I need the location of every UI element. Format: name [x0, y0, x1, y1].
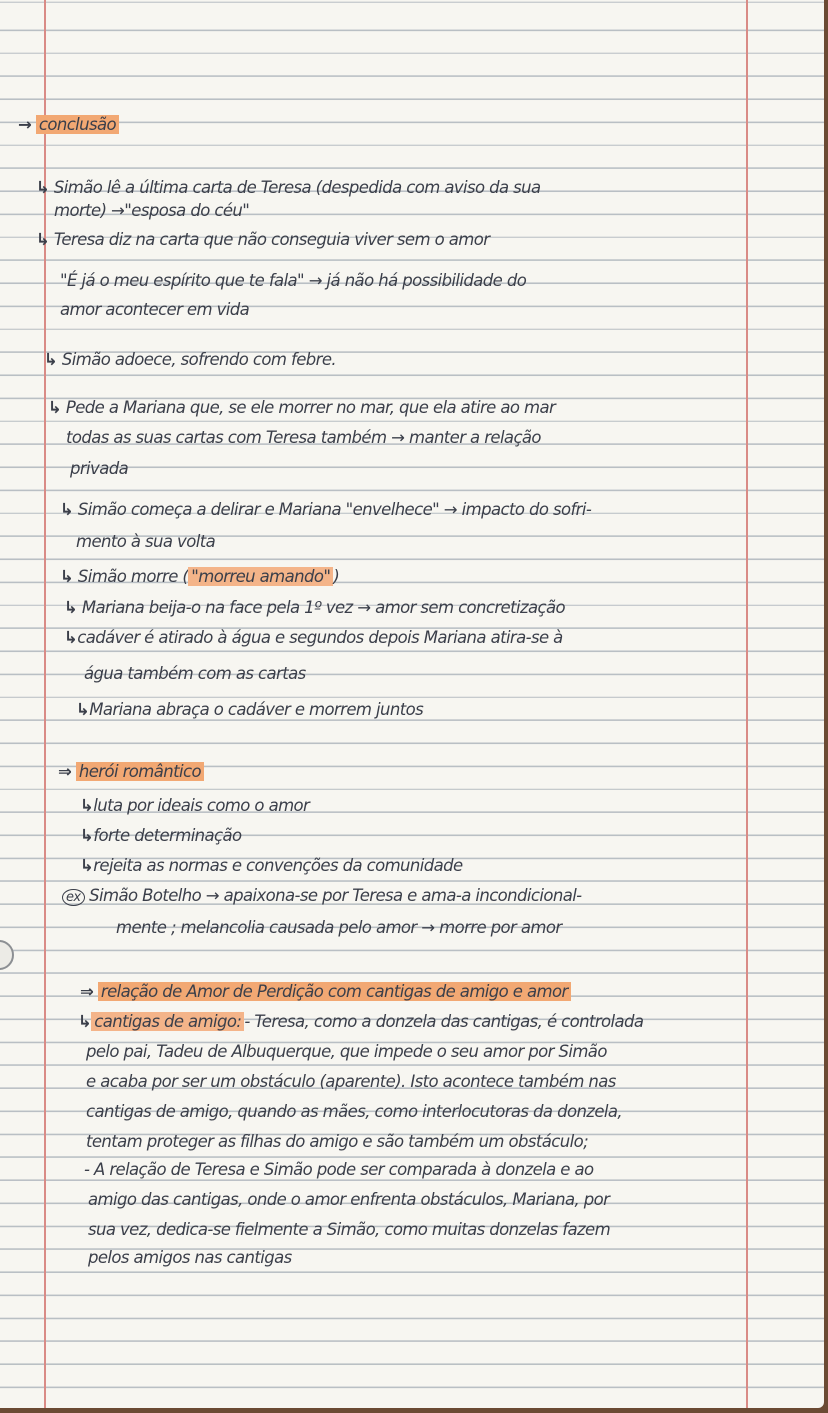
note-text: luta por ideais como o amor [93, 796, 310, 815]
note-text: mento à sua volta [76, 532, 216, 551]
note-text: sua vez, dedica-se fielmente a Simão, como muitas donzelas fazem [88, 1220, 611, 1239]
arrow-icon: ↳ [36, 178, 50, 197]
conclusion-heading: conclusão [36, 115, 119, 134]
relation-heading: relação de Amor de Perdição com cantigas de amigo e amor [98, 982, 571, 1001]
arrow-icon: ↳ [64, 598, 78, 617]
note-text: Mariana abraça o cadáver e morrem juntos [89, 700, 424, 719]
note-line [88, 1190, 609, 1209]
arrow-icon: → [18, 115, 32, 134]
note-line [36, 178, 541, 197]
note-text: pelos amigos nas cantigas [88, 1248, 292, 1267]
example-label: ex [62, 889, 85, 906]
note-text: ) [333, 567, 340, 586]
note-text: forte determinação [93, 826, 242, 845]
note-text: amigo das cantigas, onde o amor enfrenta obstáculos, Mariana, por [88, 1190, 610, 1209]
note-line [54, 201, 249, 220]
note-line [36, 230, 489, 249]
note-text: Simão adoece, sofrendo com febre. [61, 350, 337, 369]
note-line [86, 1042, 607, 1061]
note-line [78, 1012, 643, 1031]
note-line [84, 1160, 594, 1179]
arrow-icon: ↳ [36, 230, 50, 249]
note-text: "É já o meu espírito que te fala" → já não há possibilidade do [60, 271, 527, 290]
double-arrow-icon: ⇒ [58, 762, 72, 781]
note-text: Mariana beija-o na face pela 1º vez → amor sem concretização [81, 598, 566, 617]
note-text: - Teresa, como a donzela das cantigas, é controlada [244, 1012, 644, 1031]
note-line [80, 796, 309, 815]
note-line [80, 826, 242, 845]
note-text: rejeita as normas e convenções da comunidade [93, 856, 463, 875]
note-text: amor acontecer em vida [60, 300, 250, 319]
note-text: Simão morre ( [77, 567, 189, 586]
note-line [62, 886, 582, 905]
note-line [64, 628, 563, 647]
note-line [86, 1072, 616, 1091]
note-line [66, 428, 541, 447]
highlighted-quote: "morreu amando" [188, 567, 333, 586]
hero-heading-row [58, 762, 204, 781]
note-text: - A relação de Teresa e Simão pode ser comparada à donzela e ao [84, 1160, 594, 1179]
arrow-icon: ↳ [80, 796, 94, 815]
arrow-icon: ↳ [60, 567, 74, 586]
arrow-icon: ↳ [80, 856, 94, 875]
note-text: tentam proteger as filhas do amigo e são também um obstáculo; [86, 1132, 589, 1151]
note-line [116, 918, 562, 937]
double-arrow-icon: ⇒ [80, 982, 94, 1001]
note-text: todas as suas cartas com Teresa também → manter a relação [66, 428, 541, 447]
relation-subheading: cantigas de amigo: [91, 1012, 244, 1031]
note-line [60, 500, 591, 519]
note-line [86, 1132, 588, 1151]
arrow-icon: ↳ [44, 350, 58, 369]
note-text: água também com as cartas [84, 664, 306, 683]
note-line [64, 598, 565, 617]
note-line [88, 1220, 610, 1239]
note-line [84, 664, 306, 683]
note-line [88, 1248, 292, 1267]
arrow-icon: ↳ [80, 826, 94, 845]
note-text: Simão começa a delirar e Mariana "envelhece" → impacto do sofri- [77, 500, 592, 519]
arrow-icon: ↳ [76, 700, 90, 719]
note-line [80, 856, 463, 875]
arrow-icon: ↳ [64, 628, 78, 647]
note-line [86, 1102, 622, 1121]
note-line [48, 398, 555, 417]
note-line [76, 532, 215, 551]
note-text: Simão lê a última carta de Teresa (despedida com aviso da sua [53, 178, 541, 197]
relation-heading-row [80, 982, 571, 1001]
note-text: Teresa diz na carta que não conseguia viver sem o amor [53, 230, 490, 249]
hero-heading: herói romântico [76, 762, 204, 781]
conclusion-heading-row [18, 115, 119, 134]
note-line [60, 300, 249, 319]
note-text: pelo pai, Tadeu de Albuquerque, que impede o seu amor por Simão [86, 1042, 607, 1061]
note-text: Simão Botelho → apaixona-se por Teresa e ama-a incondicional- [89, 886, 582, 905]
arrow-icon: ↳ [60, 500, 74, 519]
arrow-icon: ↳ [48, 398, 62, 417]
note-line [44, 350, 336, 369]
note-text: Pede a Mariana que, se ele morrer no mar, que ela atire ao mar [65, 398, 556, 417]
note-line [60, 271, 526, 290]
arrow-icon: ↳ [78, 1012, 92, 1031]
note-text: e acaba por ser um obstáculo (aparente). Isto acontece também nas [86, 1072, 616, 1091]
note-line [60, 567, 339, 586]
note-text: cantigas de amigo, quando as mães, como interlocutoras da donzela, [86, 1102, 623, 1121]
note-line [76, 700, 423, 719]
note-text: morte) →"esposa do céu" [54, 201, 250, 220]
note-text: mente ; melancolia causada pelo amor → morre por amor [116, 918, 562, 937]
note-text: cadáver é atirado à água e segundos depois Mariana atira-se à [77, 628, 563, 647]
note-line [70, 459, 128, 478]
note-text: privada [70, 459, 129, 478]
